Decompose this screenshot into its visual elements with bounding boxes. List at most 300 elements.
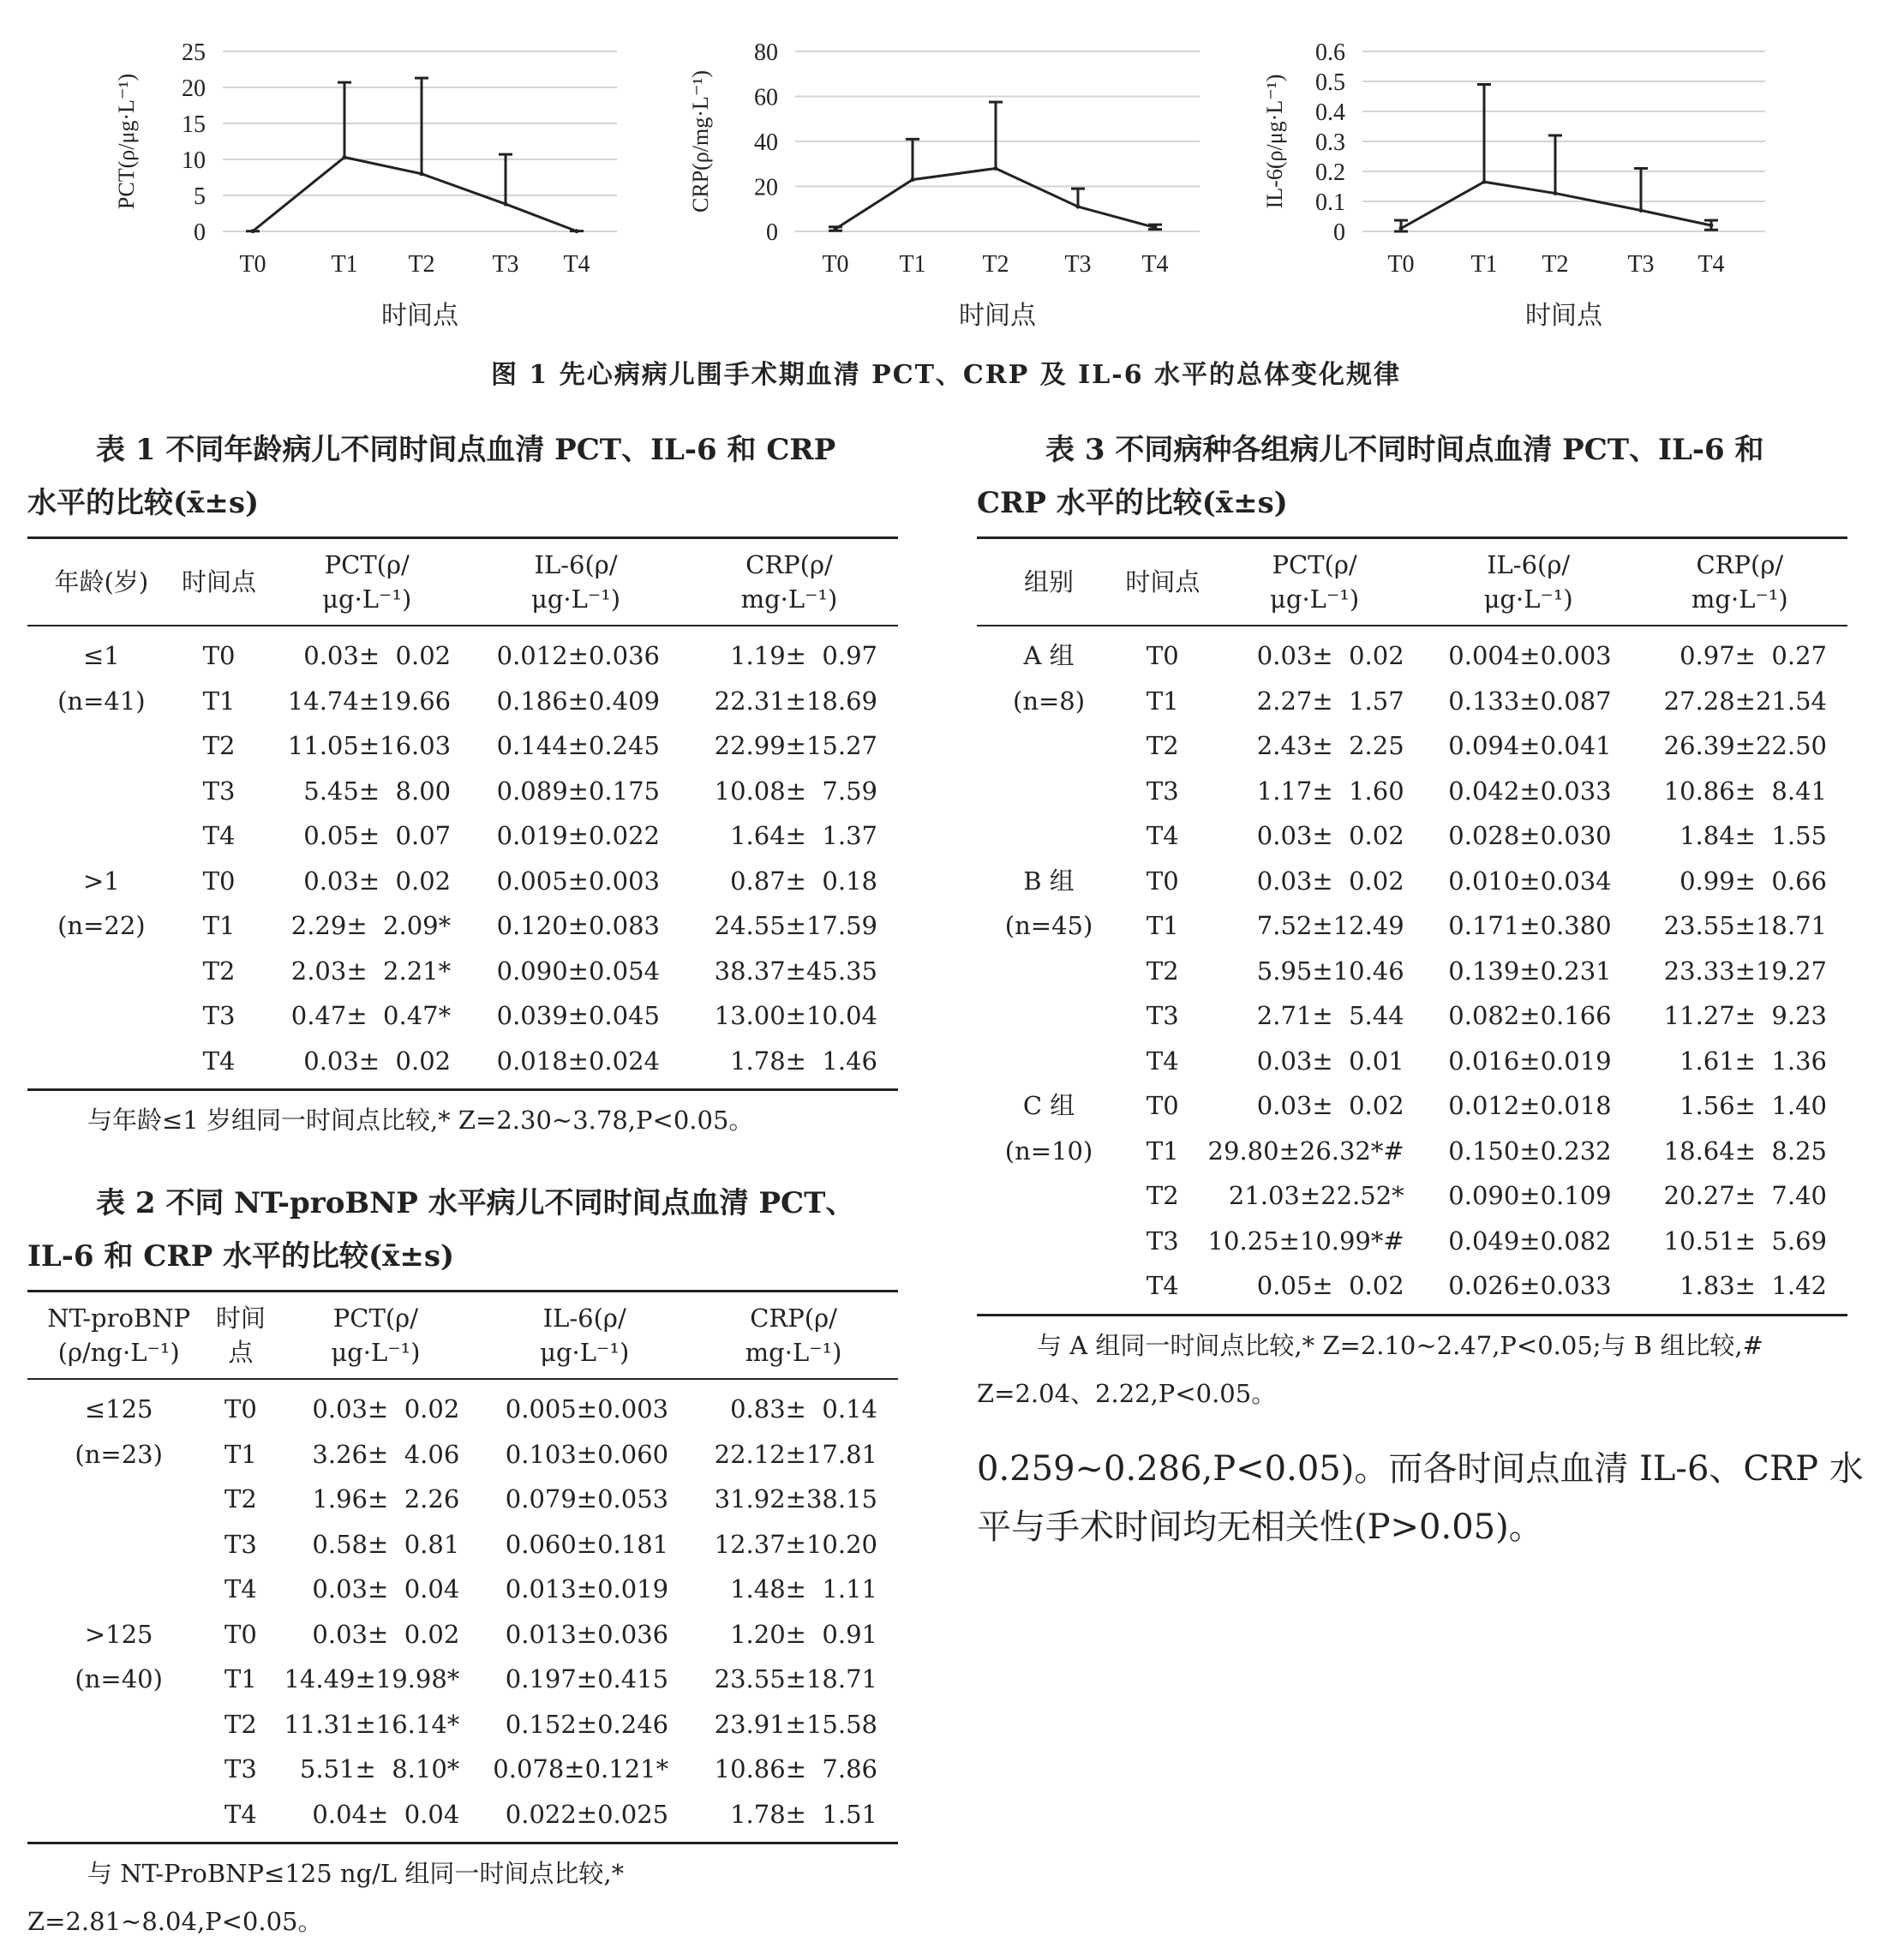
table-row: [27, 1792, 898, 1843]
table3-header-crp: [1632, 538, 1847, 626]
cell-pct: 7.52±12.49: [1256, 911, 1404, 940]
table3-header-il6-l1: IL-6(ρ/: [1487, 550, 1571, 579]
table3-header-time: 时间点: [1125, 567, 1200, 596]
y-tick-label: 80: [754, 39, 778, 66]
cell-time: T1: [1146, 911, 1179, 940]
table3-header-il6: [1425, 538, 1632, 626]
table2-header-il6: [480, 1292, 689, 1380]
table1-block: [27, 423, 898, 1144]
table1-title: [27, 423, 898, 530]
x-tick-label: T3: [492, 251, 519, 278]
table-row: [977, 1129, 1847, 1174]
cell-il6: 0.139±0.231: [1448, 956, 1612, 986]
cell-time: T4: [202, 821, 236, 850]
cell-il6: 0.005±0.003: [496, 866, 660, 896]
table-row: [27, 1747, 898, 1792]
table1-header-il6: [471, 538, 680, 626]
table2-header-crp-l2: mg·L⁻¹): [745, 1338, 842, 1367]
cell-crp: 12.37±10.20: [714, 1529, 877, 1559]
y-tick-label: 0.3: [1315, 129, 1345, 156]
y-tick-label: 40: [754, 129, 778, 156]
cell-group: [977, 1173, 1121, 1219]
cell-group: ≤1: [82, 641, 120, 670]
il6-chart-svg: [1260, 17, 1774, 334]
cell-group: [977, 993, 1121, 1039]
cell-pct: 2.27± 1.57: [1256, 686, 1404, 716]
table1-header-time: 时间点: [182, 567, 257, 596]
table-row: [977, 769, 1847, 814]
cell-crp: 22.31±18.69: [714, 686, 877, 716]
cell-pct: 10.25±10.99*#: [1207, 1226, 1404, 1256]
table-row: [977, 626, 1847, 679]
table3-note: 与 A 组同一时间点比较,* Z=2.10~2.47,P<0.05;与 B 组比较,# Z=2.04、2.22,P<0.05。: [977, 1330, 1763, 1408]
cell-time: T2: [1146, 731, 1179, 760]
table2-header-crp-l1: CRP(ρ/: [750, 1304, 837, 1333]
cell-il6: 0.090±0.109: [1448, 1181, 1612, 1210]
cell-time: T4: [225, 1799, 257, 1829]
cell-crp: 31.92±38.15: [714, 1484, 877, 1513]
cell-group: [977, 813, 1121, 859]
cell-time: T2: [225, 1484, 257, 1513]
table-row: [27, 723, 898, 769]
table3-title-line1: 表 3 不同病种各组病儿不同时间点血清 PCT、IL-6 和: [1045, 433, 1764, 467]
table3-header-group: 组别: [1024, 567, 1075, 596]
y-tick-label: 0.4: [1315, 99, 1345, 126]
cell-il6: 0.042±0.033: [1448, 776, 1612, 806]
data-point: [1554, 191, 1558, 195]
table-row: [27, 993, 898, 1039]
cell-time: T2: [225, 1709, 257, 1739]
table-row: [977, 679, 1847, 724]
data-point: [1639, 208, 1644, 213]
table1: [27, 536, 898, 1091]
y-tick-label: 0.1: [1315, 189, 1345, 216]
cell-time: T0: [202, 866, 236, 896]
cell-time: T3: [202, 776, 236, 806]
cell-il6: 0.012±0.018: [1448, 1091, 1612, 1120]
cell-group: (n=8): [1013, 686, 1086, 716]
table2-header-time-l1: 时间: [215, 1304, 266, 1333]
cell-pct: 2.03± 2.21*: [290, 956, 452, 986]
cell-time: T1: [202, 686, 236, 716]
table-row: [977, 993, 1847, 1039]
data-point: [343, 155, 347, 159]
cell-crp: 10.86± 8.41: [1663, 776, 1827, 806]
cell-group: C 组: [1022, 1091, 1075, 1120]
cell-il6: 0.079±0.053: [505, 1484, 669, 1513]
cell-il6: 0.013±0.036: [505, 1619, 669, 1649]
crp-chart-svg: [686, 17, 1217, 334]
table-row: [27, 949, 898, 994]
table3-title: [977, 423, 1847, 530]
cell-crp: 23.55±18.71: [1663, 911, 1827, 940]
cell-time: T0: [225, 1619, 257, 1649]
cell-group: [977, 1263, 1121, 1315]
cell-time: T4: [1146, 1046, 1179, 1076]
table-row: [977, 903, 1847, 949]
cell-group: (n=40): [75, 1664, 163, 1693]
cell-group: [27, 813, 176, 859]
table2-title: [27, 1177, 898, 1283]
y-tick-label: 0: [194, 219, 206, 246]
table2: [27, 1290, 898, 1844]
cell-il6: 0.150±0.232: [1448, 1136, 1612, 1166]
data-point: [1709, 224, 1714, 228]
table-row: [27, 903, 898, 949]
cell-crp: 27.28±21.54: [1663, 686, 1827, 716]
table1-title-line2: 水平的比较(x̄±s): [27, 486, 260, 520]
table2-header-time-l2: 点: [228, 1338, 254, 1367]
cell-il6: 0.013±0.019: [505, 1574, 669, 1603]
table-row: [27, 1702, 898, 1747]
cell-crp: 1.84± 1.55: [1679, 821, 1827, 850]
table-row: [27, 679, 898, 724]
cell-group: (n=10): [1004, 1136, 1093, 1166]
table3-header-crp-l2: mg·L⁻¹): [1691, 584, 1788, 614]
cell-crp: 18.64± 8.25: [1663, 1136, 1827, 1166]
il6-chart: [1260, 17, 1774, 334]
cell-il6: 0.089±0.175: [496, 776, 660, 806]
crp-chart: [686, 17, 1217, 334]
cell-time: T2: [202, 956, 236, 986]
y-tick-label: 10: [182, 147, 206, 174]
table1-header-il6-l1: IL-6(ρ/: [534, 550, 618, 579]
cell-crp: 23.33±19.27: [1663, 956, 1827, 986]
table2-header-pct-l2: μg·L⁻¹): [331, 1338, 421, 1367]
cell-time: T2: [1146, 1181, 1179, 1210]
cell-crp: 1.56± 1.40: [1679, 1091, 1827, 1120]
table2-title-line1: 表 2 不同 NT-proBNP 水平病儿不同时间点血清 PCT、: [96, 1186, 855, 1220]
y-tick-label: 25: [182, 39, 206, 66]
cell-pct: 5.45± 8.00: [303, 776, 452, 806]
cell-crp: 1.19± 0.97: [730, 641, 877, 670]
cell-il6: 0.090±0.054: [496, 956, 660, 986]
cell-il6: 0.028±0.030: [1448, 821, 1612, 850]
table-row: [27, 1612, 898, 1657]
cell-il6: 0.010±0.034: [1448, 866, 1612, 896]
cell-crp: 22.99±15.27: [714, 731, 877, 760]
x-tick-label: T0: [822, 251, 849, 278]
cell-group: (n=23): [75, 1439, 163, 1469]
data-point: [251, 229, 255, 233]
cell-crp: 26.39±22.50: [1663, 731, 1827, 760]
cell-time: T4: [225, 1574, 257, 1603]
table-row: [977, 859, 1847, 904]
table1-body: [27, 626, 898, 1090]
cell-group: B 组: [1023, 866, 1075, 896]
cell-il6: 0.016±0.019: [1448, 1046, 1612, 1076]
cell-time: T3: [225, 1529, 257, 1559]
table-row: [27, 1039, 898, 1090]
cell-pct: 0.03± 0.04: [312, 1574, 460, 1603]
cell-time: T0: [225, 1394, 257, 1424]
y-tick-label: 0: [766, 219, 778, 246]
table-row: [27, 813, 898, 859]
cell-pct: 5.51± 8.10*: [299, 1754, 460, 1783]
table2-body: [27, 1379, 898, 1843]
cell-crp: 1.61± 1.36: [1679, 1046, 1827, 1076]
cell-pct: 0.58± 0.81: [312, 1529, 460, 1559]
cell-group: [977, 723, 1121, 769]
data-point: [1399, 226, 1404, 231]
body-paragraph: 0.259~0.286,P<0.05)。而各时间点血清 IL-6、CRP 水平与手术时间均无相关性(P>0.05)。: [977, 1449, 1864, 1547]
table-row: [27, 626, 898, 679]
cell-group: >125: [84, 1619, 153, 1649]
cell-group: (n=22): [57, 911, 146, 940]
table-row: [27, 1432, 898, 1477]
y-tick-label: 15: [182, 111, 206, 138]
y-axis-label: IL-6(ρ/μg·L⁻¹): [1262, 74, 1287, 209]
cell-il6: 0.171±0.380: [1448, 911, 1612, 940]
cell-pct: 0.03± 0.02: [1256, 821, 1404, 850]
cell-pct: 1.17± 1.60: [1256, 776, 1404, 806]
y-axis-label: CRP(ρ/mg·L⁻¹): [688, 70, 713, 213]
cell-il6: 0.049±0.082: [1448, 1226, 1612, 1256]
y-tick-label: 5: [194, 183, 206, 210]
table-row: [27, 1477, 898, 1522]
table1-note: 与年龄≤1 岁组同一时间点比较,* Z=2.30~3.78,P<0.05。: [87, 1106, 754, 1135]
cell-pct: 3.26± 4.06: [312, 1439, 460, 1469]
table3: [977, 536, 1847, 1316]
cell-pct: 0.03± 0.02: [1256, 1091, 1404, 1120]
cell-time: T3: [1146, 776, 1179, 806]
cell-pct: 0.03± 0.02: [312, 1619, 460, 1649]
cell-il6: 0.018±0.024: [496, 1046, 660, 1076]
cell-il6: 0.082±0.166: [1448, 1001, 1612, 1030]
cell-il6: 0.144±0.245: [496, 731, 660, 760]
cell-crp: 1.64± 1.37: [730, 821, 877, 850]
cell-crp: 10.08± 7.59: [714, 776, 877, 806]
cell-crp: 1.83± 1.42: [1679, 1271, 1827, 1300]
cell-time: T0: [202, 641, 236, 670]
cell-time: T4: [1146, 821, 1179, 850]
cell-crp: 23.91±15.58: [714, 1709, 877, 1739]
cell-il6: 0.152±0.246: [505, 1709, 669, 1739]
table-row: [27, 1657, 898, 1702]
x-tick-label: T1: [1470, 251, 1498, 278]
cell-il6: 0.094±0.041: [1448, 731, 1612, 760]
table1-header-crp-l1: CRP(ρ/: [745, 550, 833, 579]
cell-il6: 0.078±0.121*: [493, 1754, 669, 1783]
cell-crp: 1.20± 0.91: [730, 1619, 877, 1649]
cell-pct: 14.74±19.66: [287, 686, 452, 716]
y-tick-label: 20: [754, 174, 778, 201]
cell-pct: 0.03± 0.02: [1256, 866, 1404, 896]
cell-il6: 0.005±0.003: [505, 1394, 669, 1424]
cell-pct: 2.43± 2.25: [1256, 731, 1404, 760]
table3-block: [977, 423, 1847, 1418]
cell-group: ≤125: [84, 1394, 153, 1424]
pct-chart-svg: [111, 17, 626, 334]
cell-group: [977, 1219, 1121, 1264]
cell-group: [27, 1039, 176, 1090]
cell-time: T4: [202, 1046, 236, 1076]
cell-group: [977, 949, 1121, 994]
x-tick-label: T2: [1542, 251, 1569, 278]
x-tick-label: T4: [1141, 251, 1169, 278]
series-line: [253, 157, 577, 231]
x-tick-label: T0: [1387, 251, 1415, 278]
table3-header-pct: [1205, 538, 1425, 626]
table3-header-pct-l1: PCT(ρ/: [1272, 550, 1357, 579]
cell-il6: 0.060±0.181: [505, 1529, 669, 1559]
cell-il6: 0.120±0.083: [496, 911, 660, 940]
table-row: [977, 1263, 1847, 1315]
x-axis-label: 时间点: [381, 302, 458, 330]
cell-time: T3: [225, 1754, 257, 1783]
cell-pct: 0.03± 0.02: [303, 641, 452, 670]
cell-il6: 0.022±0.025: [505, 1799, 669, 1829]
cell-pct: 0.47± 0.47*: [290, 1001, 452, 1030]
cell-group: (n=45): [1004, 911, 1093, 940]
cell-crp: 1.48± 1.11: [730, 1574, 877, 1603]
cell-pct: 14.49±19.98*: [284, 1664, 460, 1693]
table2-header-il6-l1: IL-6(ρ/: [542, 1304, 626, 1333]
table-row: [27, 1567, 898, 1612]
x-tick-label: T3: [1064, 251, 1092, 278]
cell-pct: 0.03± 0.02: [303, 866, 452, 896]
table2-header-pct-l1: PCT(ρ/: [332, 1304, 418, 1333]
cell-time: T3: [1146, 1226, 1179, 1256]
table1-title-line1: 表 1 不同年龄病儿不同时间点血清 PCT、IL-6 和 CRP: [96, 433, 836, 467]
cell-group: [27, 1522, 210, 1567]
cell-il6: 0.026±0.033: [1448, 1271, 1612, 1300]
cell-time: T2: [202, 731, 236, 760]
cell-group: (n=41): [57, 686, 146, 716]
table2-header-group-l1: NT-proBNP: [47, 1304, 191, 1333]
cell-il6: 0.004±0.003: [1448, 641, 1612, 670]
table2-header-row: [27, 1292, 898, 1380]
cell-time: T1: [1146, 1136, 1179, 1166]
table-row: [977, 1039, 1847, 1084]
cell-il6: 0.039±0.045: [496, 1001, 660, 1030]
cell-pct: 0.03± 0.02: [303, 1046, 452, 1076]
table1-header-pct: [262, 538, 471, 626]
table-row: [977, 813, 1847, 859]
cell-group: [27, 769, 176, 814]
table2-title-line2: IL-6 和 CRP 水平的比较(x̄±s): [27, 1239, 455, 1274]
table1-header-crp-l2: mg·L⁻¹): [740, 584, 838, 614]
data-point: [1153, 225, 1158, 230]
cell-group: [977, 769, 1121, 814]
cell-time: T1: [225, 1439, 257, 1469]
y-tick-label: 0.5: [1315, 69, 1345, 96]
cell-pct: 11.05±16.03: [287, 731, 452, 760]
cell-pct: 29.80±26.32*#: [1207, 1136, 1404, 1166]
y-tick-label: 60: [754, 84, 778, 111]
table2-header-time: [210, 1292, 271, 1380]
table2-header-crp: [689, 1292, 898, 1380]
cell-time: T1: [1146, 686, 1179, 716]
cell-pct: 0.03± 0.02: [312, 1394, 460, 1424]
x-tick-label: T2: [982, 251, 1009, 278]
data-point: [834, 227, 838, 231]
cell-pct: 2.71± 5.44: [1256, 1001, 1404, 1030]
cell-time: T1: [225, 1664, 257, 1693]
cell-pct: 11.31±16.14*: [284, 1709, 460, 1739]
cell-time: T0: [1146, 866, 1179, 896]
cell-group: [27, 723, 176, 769]
x-tick-label: T4: [563, 251, 590, 278]
y-tick-label: 0.6: [1315, 39, 1345, 66]
cell-group: [27, 949, 176, 994]
table1-header-group: 年龄(岁): [54, 567, 149, 596]
table3-header-il6-l2: μg·L⁻¹): [1483, 584, 1573, 614]
cell-time: T1: [202, 911, 236, 940]
table-row: [977, 1173, 1847, 1219]
table2-block: [27, 1177, 898, 1945]
cell-crp: 10.86± 7.86: [714, 1754, 877, 1783]
cell-crp: 0.97± 0.27: [1679, 641, 1827, 670]
cell-crp: 1.78± 1.46: [730, 1046, 877, 1076]
data-point: [575, 229, 579, 233]
cell-crp: 0.87± 0.18: [730, 866, 877, 896]
table-row: [977, 723, 1847, 769]
table2-header-group-l2: (ρ/ng·L⁻¹): [57, 1338, 180, 1367]
table1-header-row: [27, 538, 898, 626]
cell-crp: 1.78± 1.51: [730, 1799, 877, 1829]
cell-crp: 24.55±17.59: [714, 911, 877, 940]
cell-crp: 0.83± 0.14: [730, 1394, 877, 1424]
data-point: [1076, 205, 1081, 209]
x-axis-label: 时间点: [959, 302, 1036, 330]
cell-group: [27, 1747, 210, 1792]
table-row: [27, 1379, 898, 1432]
table-row: [977, 1219, 1847, 1264]
table-row: [27, 769, 898, 814]
cell-time: T0: [1146, 641, 1179, 670]
cell-il6: 0.197±0.415: [505, 1664, 669, 1693]
table1-header-il6-l2: μg·L⁻¹): [530, 584, 621, 614]
cell-il6: 0.186±0.409: [496, 686, 660, 716]
cell-pct: 0.05± 0.07: [303, 821, 452, 850]
cell-group: A 组: [1023, 641, 1075, 670]
cell-il6: 0.012±0.036: [496, 641, 660, 670]
cell-crp: 23.55±18.71: [714, 1664, 877, 1693]
cell-il6: 0.019±0.022: [496, 821, 660, 850]
cell-il6: 0.133±0.087: [1448, 686, 1612, 716]
cell-group: [27, 1477, 210, 1522]
cell-group: >1: [82, 866, 120, 896]
cell-pct: 0.05± 0.02: [1256, 1271, 1404, 1300]
table3-body: [977, 626, 1847, 1315]
table3-header-crp-l1: CRP(ρ/: [1696, 550, 1784, 579]
table1-header-pct-l1: PCT(ρ/: [324, 550, 410, 579]
table-row: [27, 1522, 898, 1567]
table3-header-pct-l2: μg·L⁻¹): [1270, 584, 1360, 614]
table2-header-pct: [271, 1292, 480, 1380]
cell-pct: 0.03± 0.02: [1256, 641, 1404, 670]
cell-crp: 11.27± 9.23: [1663, 1001, 1827, 1030]
cell-time: T2: [1146, 956, 1179, 986]
data-point: [420, 171, 424, 176]
table2-note: 与 NT-ProBNP≤125 ng/L 组同一时间点比较,* Z=2.81~8.04,P<0.05。: [27, 1859, 625, 1936]
cell-crp: 38.37±45.35: [714, 956, 877, 986]
cell-pct: 0.04± 0.04: [312, 1799, 460, 1829]
figure-caption: 图 1 先心病病儿围手术期血清 PCT、CRP 及 IL-6 水平的总体变化规律: [490, 360, 1402, 390]
data-point: [911, 177, 915, 182]
cell-pct: 1.96± 2.26: [312, 1484, 460, 1513]
cell-il6: 0.103±0.060: [505, 1439, 669, 1469]
cell-time: T3: [202, 1001, 236, 1030]
table-row: [977, 1083, 1847, 1129]
cell-pct: 21.03±22.52*: [1228, 1181, 1404, 1210]
table-row: [977, 949, 1847, 994]
data-point: [1482, 180, 1487, 184]
x-axis-label: 时间点: [1525, 302, 1602, 330]
x-tick-label: T1: [899, 251, 926, 278]
cell-group: [27, 993, 176, 1039]
